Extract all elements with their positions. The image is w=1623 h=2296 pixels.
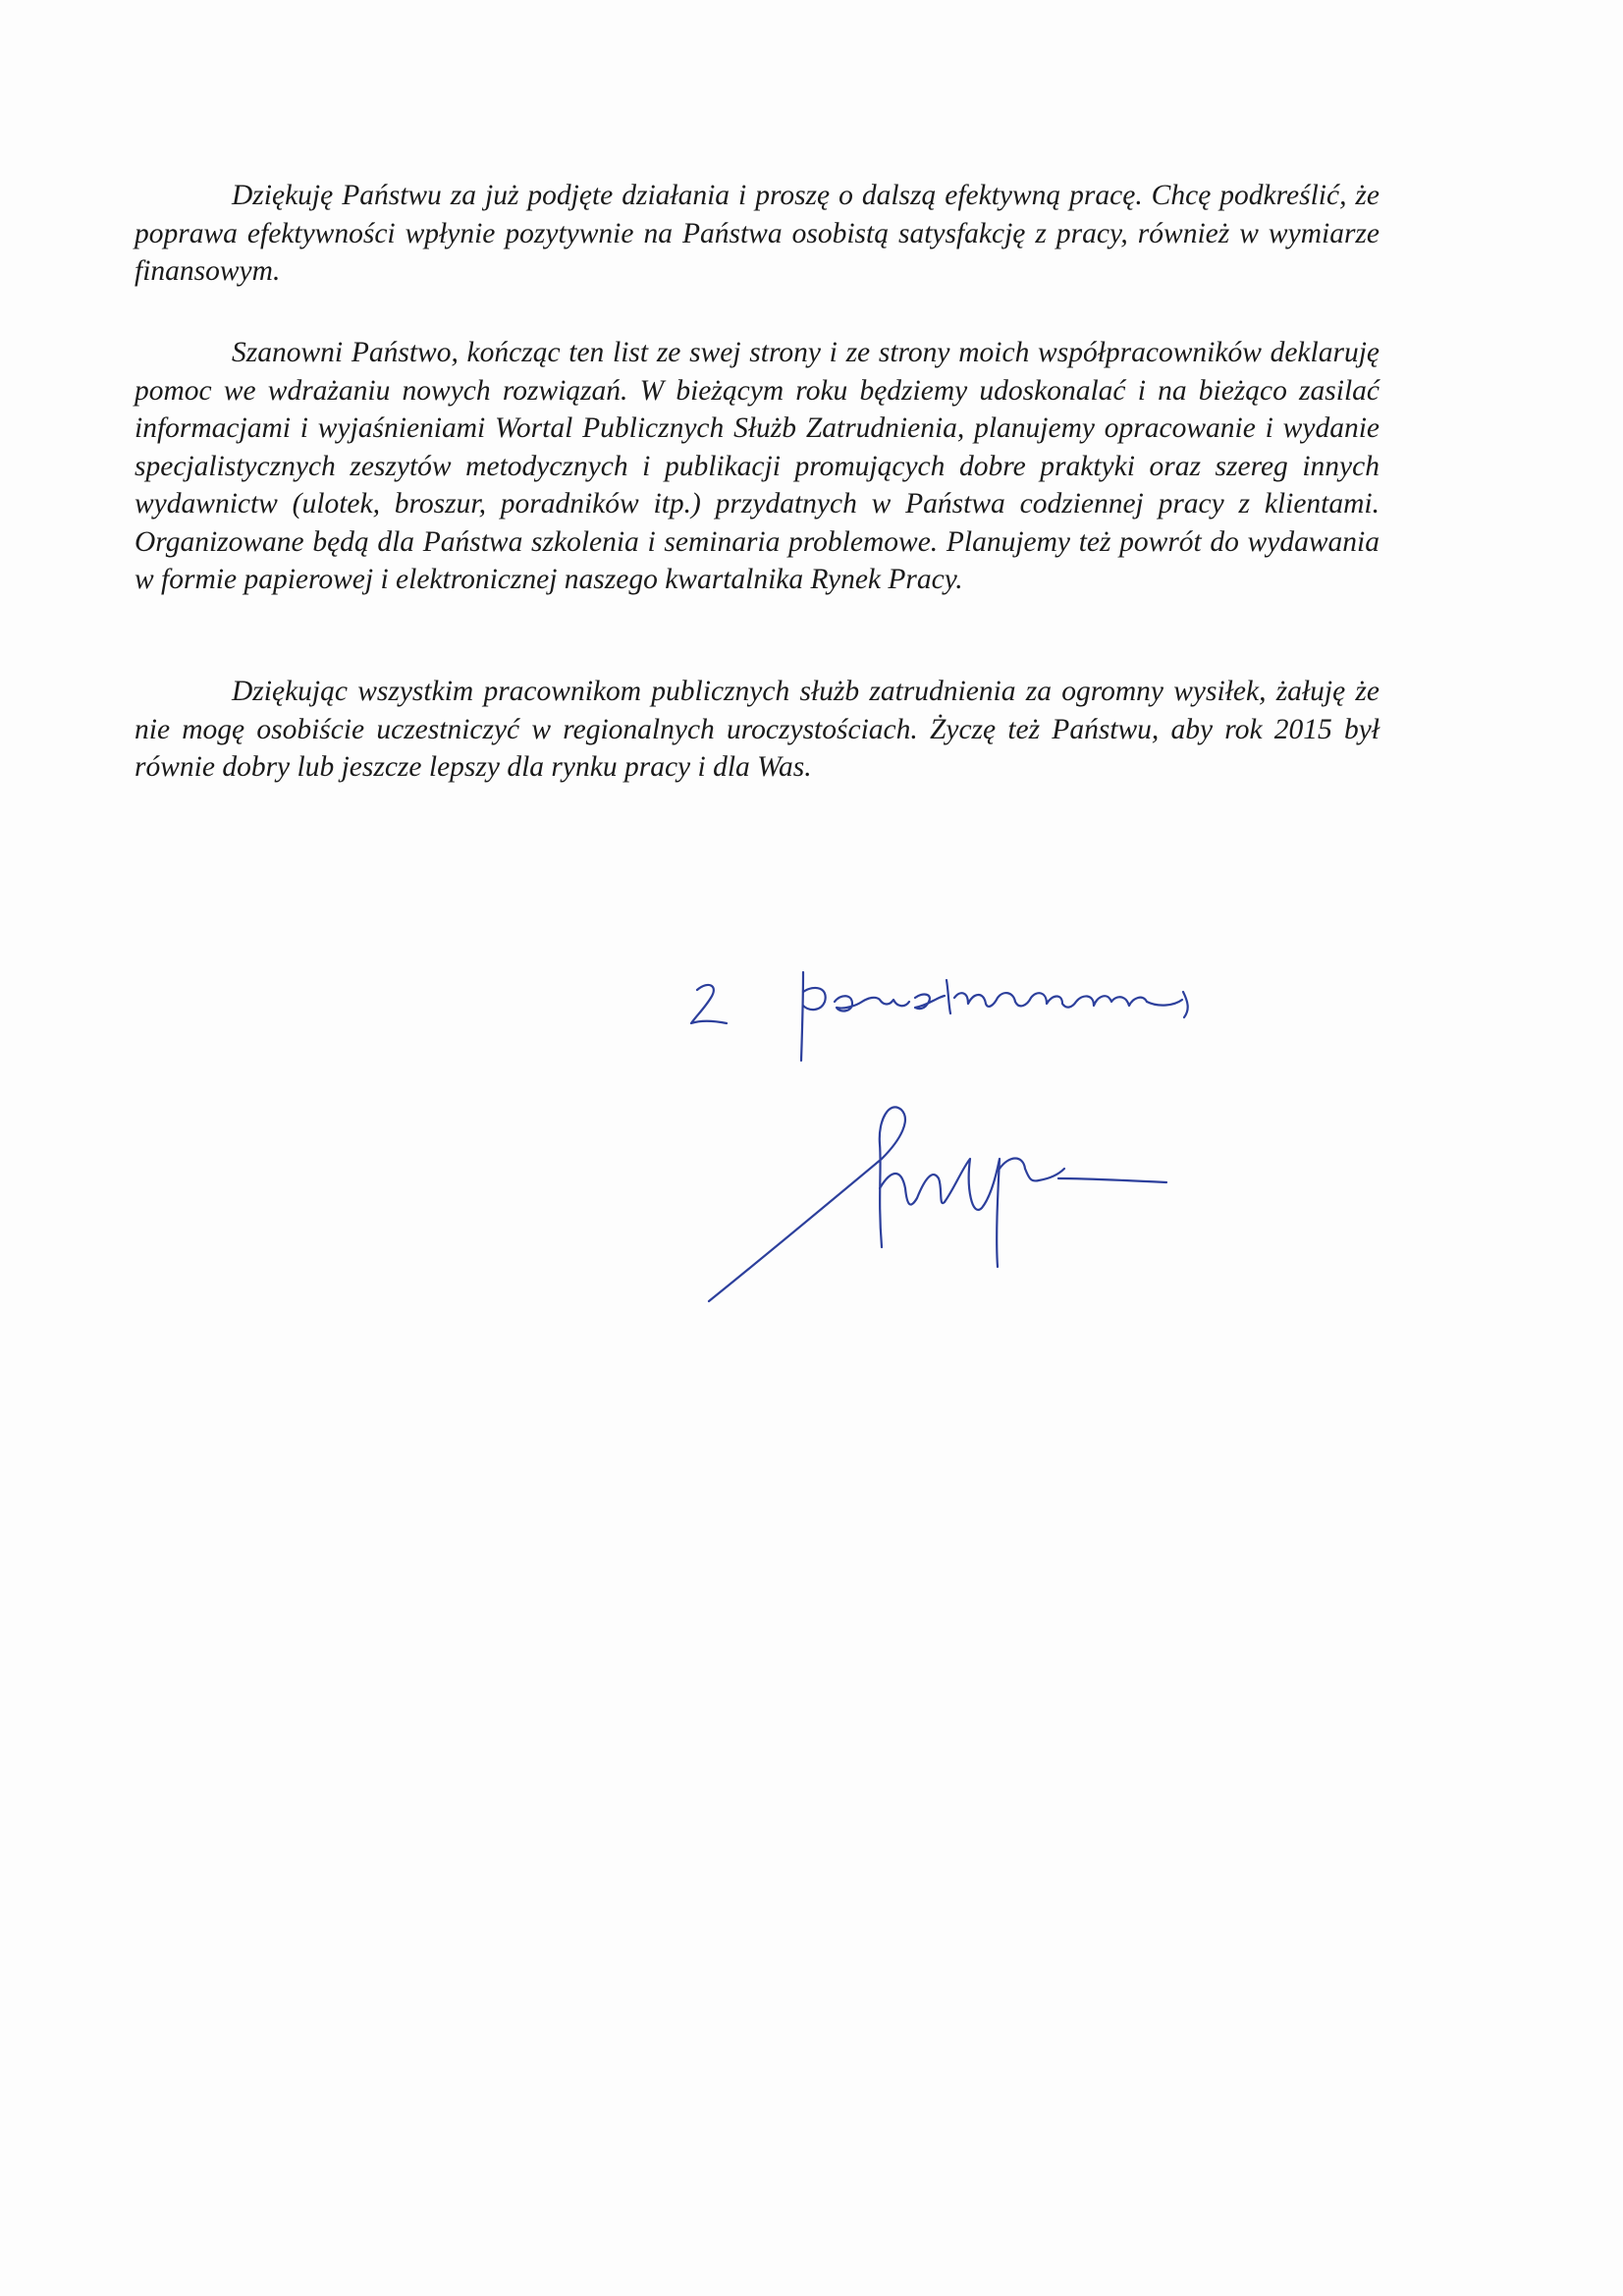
paragraph-wishes — [135, 673, 1380, 787]
paragraph-text: Dziękując wszystkim pracownikom publicznych służb zatrudnienia za ogromny wysiłek, żałuję że nie mogę osobiście uczestniczyć w regionalnych uroczystościach. Życzę też Państwu, aby rok 2015 był równie dobry lub jeszcze lepszy dla rynku pracy i dla Was. — [135, 676, 1380, 783]
handwritten-closing — [687, 962, 1237, 1080]
paragraph-thanks — [135, 177, 1380, 291]
paragraph-text: Szanowni Państwo, kończąc ten list ze swej strony i ze strony moich współpracowników deklaruję pomoc we wdrażaniu nowych rozwiązań. W bieżącym roku będziemy udoskonalać i na bieżąco zasilać informacjami i wyjaśnieniami Wortal Publicznych Służb Zatrudnienia, planujemy opracowanie i wydanie specjalistycznych zeszytów metodycznych i publikacji promujących dobre praktyki oraz szereg innych wydawnictw (ulotek, broszur, poradników itp.) przydatnych w Państwa codziennej pracy z klientami. Organizowane będą dla Państwa szkolenia i seminaria problemowe. Planujemy też powrót do wydawania w formie papierowej i elektronicznej naszego kwartalnika Rynek Pracy. — [135, 337, 1380, 595]
paragraph-declaration — [135, 334, 1380, 599]
paragraph-text: Dziękuję Państwu za już podjęte działania i proszę o dalszą efektywną pracę. Chcę podkreślić, że poprawa efektywności wpłynie pozytywnie na Państwa osobistą satysfakcję z pracy, również w wymiarze finansowym. — [135, 180, 1380, 287]
signature — [705, 1100, 1373, 1311]
